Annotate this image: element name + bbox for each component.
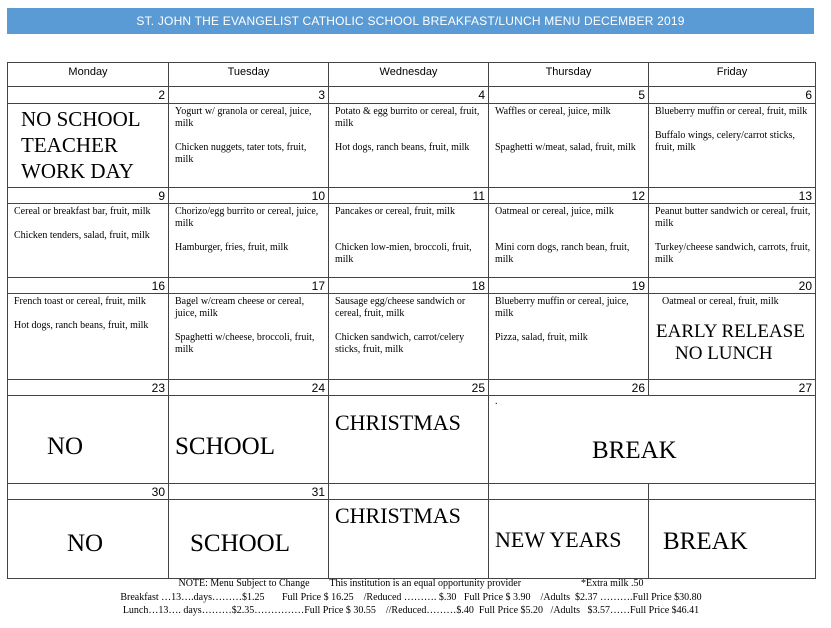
date-25: 25 xyxy=(329,380,489,396)
date-18: 18 xyxy=(329,278,489,294)
break-label: BREAK xyxy=(663,528,748,555)
date-10: 10 xyxy=(169,188,329,204)
date-4: 4 xyxy=(329,87,489,104)
breakfast-item: Peanut butter sandwich or cereal, fruit, milk xyxy=(655,206,811,229)
lunch-item: Buffalo wings, celery/carrot sticks, fruit, milk xyxy=(655,130,796,153)
lunch-item: Chicken sandwich, carrot/celery sticks, fruit, milk xyxy=(335,332,465,355)
cell-dec-25 xyxy=(329,396,489,484)
day-header-wednesday: Wednesday xyxy=(329,63,489,87)
no-label: NO xyxy=(67,530,104,557)
date-6: 6 xyxy=(649,87,816,104)
date-empty-wed xyxy=(329,484,489,500)
stray-dot: . xyxy=(495,396,498,407)
date-30: 30 xyxy=(8,484,169,500)
cell-dec-9 xyxy=(8,204,169,278)
christmas-label: CHRISTMAS xyxy=(335,503,461,528)
footer-lunch-prices: Lunch…13…. days………$2.35……………Full Price $ 30.55 //Reduced………$.40 Full Price $5.20 /Adults $3.57……Full Price $46.41 xyxy=(122,605,700,616)
breakfast-item: French toast or cereal, fruit, milk xyxy=(14,296,146,307)
lunch-item: Chicken nuggets, tater tots, fruit, milk xyxy=(175,142,307,165)
date-26: 26 xyxy=(489,380,649,396)
cell-dec-4 xyxy=(329,104,489,188)
date-empty-thu xyxy=(489,484,649,500)
cell-dec-11 xyxy=(329,204,489,278)
new-years-label: NEW YEARS xyxy=(495,527,622,552)
no-lunch-label: NO LUNCH xyxy=(675,343,773,364)
cell-dec-30 xyxy=(8,500,169,579)
cell-dec-12 xyxy=(489,204,649,278)
lunch-item: Chicken low-mien, broccoli, fruit, milk xyxy=(335,242,472,265)
date-3: 3 xyxy=(169,87,329,104)
day-header-monday: Monday xyxy=(8,63,169,87)
cell-dec-2 xyxy=(8,104,169,188)
menu-calendar-grid xyxy=(7,62,816,579)
breakfast-item: Blueberry muffin or cereal, fruit, milk xyxy=(655,106,808,117)
date-2: 2 xyxy=(8,87,169,104)
breakfast-item: Potato & egg burrito or cereal, fruit, milk xyxy=(335,106,480,129)
breakfast-item: Oatmeal or cereal, juice, milk xyxy=(495,206,614,217)
date-24: 24 xyxy=(169,380,329,396)
lunch-item: Chicken tenders, salad, fruit, milk xyxy=(14,230,150,241)
day-header-thursday: Thursday xyxy=(489,63,649,87)
lunch-item: Spaghetti w/cheese, broccoli, fruit, milk xyxy=(175,332,315,355)
cell-dec-19 xyxy=(489,294,649,380)
early-release-label: EARLY RELEASE xyxy=(656,321,805,342)
breakfast-item: Blueberry muffin or cereal, juice, milk xyxy=(495,296,629,319)
date-11: 11 xyxy=(329,188,489,204)
christmas-label: CHRISTMAS xyxy=(335,410,461,435)
work-day-label: WORK DAY xyxy=(21,159,134,183)
menu-title-banner: ST. JOHN THE EVANGELIST CATHOLIC SCHOOL BREAKFAST/LUNCH MENU DECEMBER 2019 xyxy=(7,8,814,34)
cell-jan-3 xyxy=(649,500,816,579)
teacher-label: TEACHER xyxy=(21,133,118,157)
cell-dec-16 xyxy=(8,294,169,380)
breakfast-item: Yogurt w/ granola or cereal, juice, milk xyxy=(175,106,312,129)
date-23: 23 xyxy=(8,380,169,396)
breakfast-item: Cereal or breakfast bar, fruit, milk xyxy=(14,206,151,217)
breakfast-item: Pancakes or cereal, fruit, milk xyxy=(335,206,455,217)
footer-breakfast-prices: Breakfast …13….days………$1.25 Full Price $ 16.25 /Reduced ………. $.30 Full Price $ 3.90 /Adults $2.37 ……….Full Price $30.80 xyxy=(120,592,702,603)
cell-dec-23 xyxy=(8,396,169,484)
breakfast-item: Chorizo/egg burrito or cereal, juice, milk xyxy=(175,206,319,229)
lunch-item: Hot dogs, ranch beans, fruit, milk xyxy=(335,142,470,153)
cell-dec-18 xyxy=(329,294,489,380)
date-13: 13 xyxy=(649,188,816,204)
date-16: 16 xyxy=(8,278,169,294)
date-20: 20 xyxy=(649,278,816,294)
lunch-item: Spaghetti w/meat, salad, fruit, milk xyxy=(495,142,636,153)
cell-dec-31 xyxy=(169,500,329,579)
cell-dec-17 xyxy=(169,294,329,380)
lunch-item: Pizza, salad, fruit, milk xyxy=(495,332,588,343)
school-label: SCHOOL xyxy=(190,530,291,557)
breakfast-item: Bagel w/cream cheese or cereal, juice, milk xyxy=(175,296,305,319)
no-school-label: NO SCHOOL xyxy=(21,107,141,131)
date-31: 31 xyxy=(169,484,329,500)
lunch-item: Mini corn dogs, ranch bean, fruit, milk xyxy=(495,242,630,265)
date-17: 17 xyxy=(169,278,329,294)
cell-dec-26-27 xyxy=(489,396,816,484)
cell-dec-5 xyxy=(489,104,649,188)
cell-dec-13 xyxy=(649,204,816,278)
breakfast-item: Waffles or cereal, juice, milk xyxy=(495,106,611,117)
cell-dec-20 xyxy=(649,294,816,380)
break-label: BREAK xyxy=(592,437,677,464)
lunch-item: Turkey/cheese sandwich, carrots, fruit, milk xyxy=(655,242,811,265)
breakfast-item: Sausage egg/cheese sandwich or cereal, fruit, milk xyxy=(335,296,466,319)
cell-jan-1 xyxy=(329,500,489,579)
date-empty-fri xyxy=(649,484,816,500)
lunch-item: Hot dogs, ranch beans, fruit, milk xyxy=(14,320,149,331)
cell-dec-24 xyxy=(169,396,329,484)
date-27: 27 xyxy=(649,380,816,396)
date-19: 19 xyxy=(489,278,649,294)
school-label: SCHOOL xyxy=(175,433,276,460)
cell-jan-2 xyxy=(489,500,649,579)
day-header-friday: Friday xyxy=(649,63,816,87)
lunch-item: Hamburger, fries, fruit, milk xyxy=(175,242,289,253)
date-5: 5 xyxy=(489,87,649,104)
cell-dec-10 xyxy=(169,204,329,278)
cell-dec-3 xyxy=(169,104,329,188)
breakfast-item: Oatmeal or cereal, fruit, milk xyxy=(662,296,779,307)
no-label: NO xyxy=(47,433,84,460)
date-9: 9 xyxy=(8,188,169,204)
date-12: 12 xyxy=(489,188,649,204)
day-header-tuesday: Tuesday xyxy=(169,63,329,87)
footer-note: NOTE: Menu Subject to Change This institution is an equal opportunity provider *Extra milk .50 xyxy=(178,578,644,589)
cell-dec-6 xyxy=(649,104,816,188)
